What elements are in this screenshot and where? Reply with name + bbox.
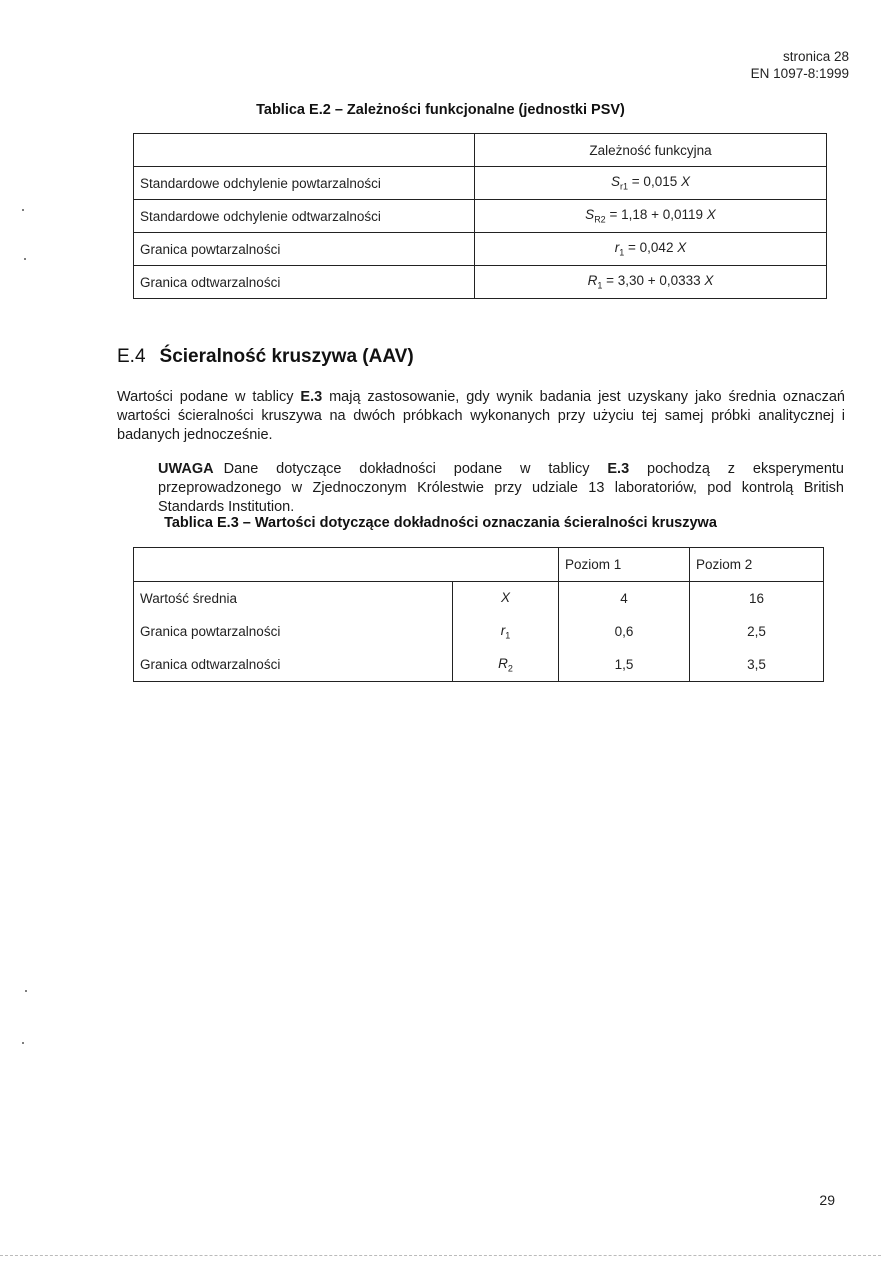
formula-symbol: S: [585, 207, 595, 223]
row-label: Standardowe odchylenie powtarzalności: [134, 167, 475, 200]
scan-speck: [24, 258, 26, 260]
section-number: E.4: [117, 346, 146, 367]
row-label: Wartość średnia: [134, 582, 453, 616]
table-header-row: [134, 548, 824, 582]
scan-edge: [0, 1255, 881, 1256]
table-row: [134, 582, 824, 616]
table-e3-caption: Tablica E.3 – Wartości dotyczące dokładności oznaczania ścieralności kruszywa: [164, 515, 717, 531]
table-reference: E.3: [607, 461, 630, 477]
formula-symbol: r: [614, 240, 620, 256]
value-level-1: 0,6: [559, 615, 690, 648]
paragraph-text: Wartości podane w tablicy: [117, 389, 301, 405]
formula-expression: = 0,042: [624, 240, 678, 256]
table-cell-empty: [134, 134, 475, 167]
value-level-2: 3,5: [690, 648, 824, 682]
table-e3: [133, 547, 824, 682]
standard-code: EN 1097-8:1999: [750, 66, 849, 81]
value-level-2: 2,5: [690, 615, 824, 648]
scan-speck: [22, 209, 24, 211]
row-label: Standardowe odchylenie odtwarzalności: [134, 200, 475, 233]
symbol-subscript: 1: [505, 630, 511, 641]
table-row: [134, 266, 827, 299]
formula-variable: X: [677, 240, 687, 256]
table-row: [134, 233, 827, 266]
value-level-2: 16: [690, 582, 824, 616]
formula-expression: = 3,30 + 0,0333: [602, 273, 705, 289]
symbol-subscript: 2: [507, 663, 513, 674]
formula-expression: = 1,18 + 0,0119: [605, 207, 707, 223]
column-header-level-1: Poziom 1: [559, 548, 690, 582]
section-title: Ścieralność kruszywa (AAV): [159, 346, 414, 367]
note-paragraph: [158, 460, 844, 517]
formula: [475, 200, 827, 233]
symbol: r: [500, 622, 506, 638]
row-label: Granica odtwarzalności: [134, 648, 453, 682]
formula-subscript: 1: [619, 247, 625, 258]
table-row: [134, 167, 827, 200]
symbol: R: [498, 655, 508, 671]
formula-variable: X: [704, 273, 714, 289]
note-label: UWAGA: [158, 461, 214, 477]
page-label: stronica 28: [782, 49, 849, 64]
formula-subscript: R2: [594, 214, 606, 225]
page-header: [751, 48, 849, 82]
formula: [475, 167, 827, 200]
table-header-row: [134, 134, 827, 167]
section-heading: [117, 346, 414, 368]
symbol: X: [500, 589, 510, 605]
table-e2-caption: Tablica E.2 – Zależności funkcjonalne (jednostki PSV): [256, 102, 625, 118]
formula-subscript: r1: [620, 181, 629, 192]
formula-symbol: R: [587, 273, 598, 289]
value-level-1: 4: [559, 582, 690, 616]
formula: [475, 233, 827, 266]
note-text: Dane dotyczące dokładności podane w tablicy: [223, 461, 608, 477]
row-symbol: [453, 615, 559, 648]
formula-variable: X: [706, 207, 716, 223]
table-row: [134, 200, 827, 233]
scan-speck: [22, 1042, 24, 1044]
body-paragraph: [117, 388, 845, 445]
column-header-level-2: Poziom 2: [690, 548, 824, 582]
scan-speck: [25, 990, 27, 992]
page-number: 29: [819, 1192, 835, 1208]
table-cell-empty: [134, 548, 559, 582]
paragraph-text: mają zastosowanie, gdy wynik badania jest uzyskany jako średnia oznaczań wartości ścieralności kruszywa na dwóch próbkach wykonanych przy użyciu tej samej próbki analitycznej i badanych jednocześnie.: [117, 389, 845, 443]
formula: [475, 266, 827, 299]
table-row: [134, 615, 824, 648]
table-e2: [133, 133, 827, 299]
formula-symbol: S: [611, 174, 621, 190]
row-symbol: [453, 648, 559, 682]
row-symbol: [453, 582, 559, 616]
table-row: [134, 648, 824, 682]
row-label: Granica powtarzalności: [134, 615, 453, 648]
column-header: Zależność funkcyjna: [475, 134, 827, 167]
row-label: Granica powtarzalności: [134, 233, 475, 266]
value-level-1: 1,5: [559, 648, 690, 682]
table-reference: E.3: [300, 389, 323, 405]
row-label: Granica odtwarzalności: [134, 266, 475, 299]
note-text: pochodzą z eksperymentu przeprowadzonego w Zjednoczonym Królestwie przy udziale 13 laboratoriów, pod kontrolą British Standards Institution.: [158, 461, 844, 515]
formula-variable: X: [680, 174, 690, 190]
formula-subscript: 1: [597, 280, 603, 291]
formula-expression: = 0,015: [628, 174, 681, 190]
